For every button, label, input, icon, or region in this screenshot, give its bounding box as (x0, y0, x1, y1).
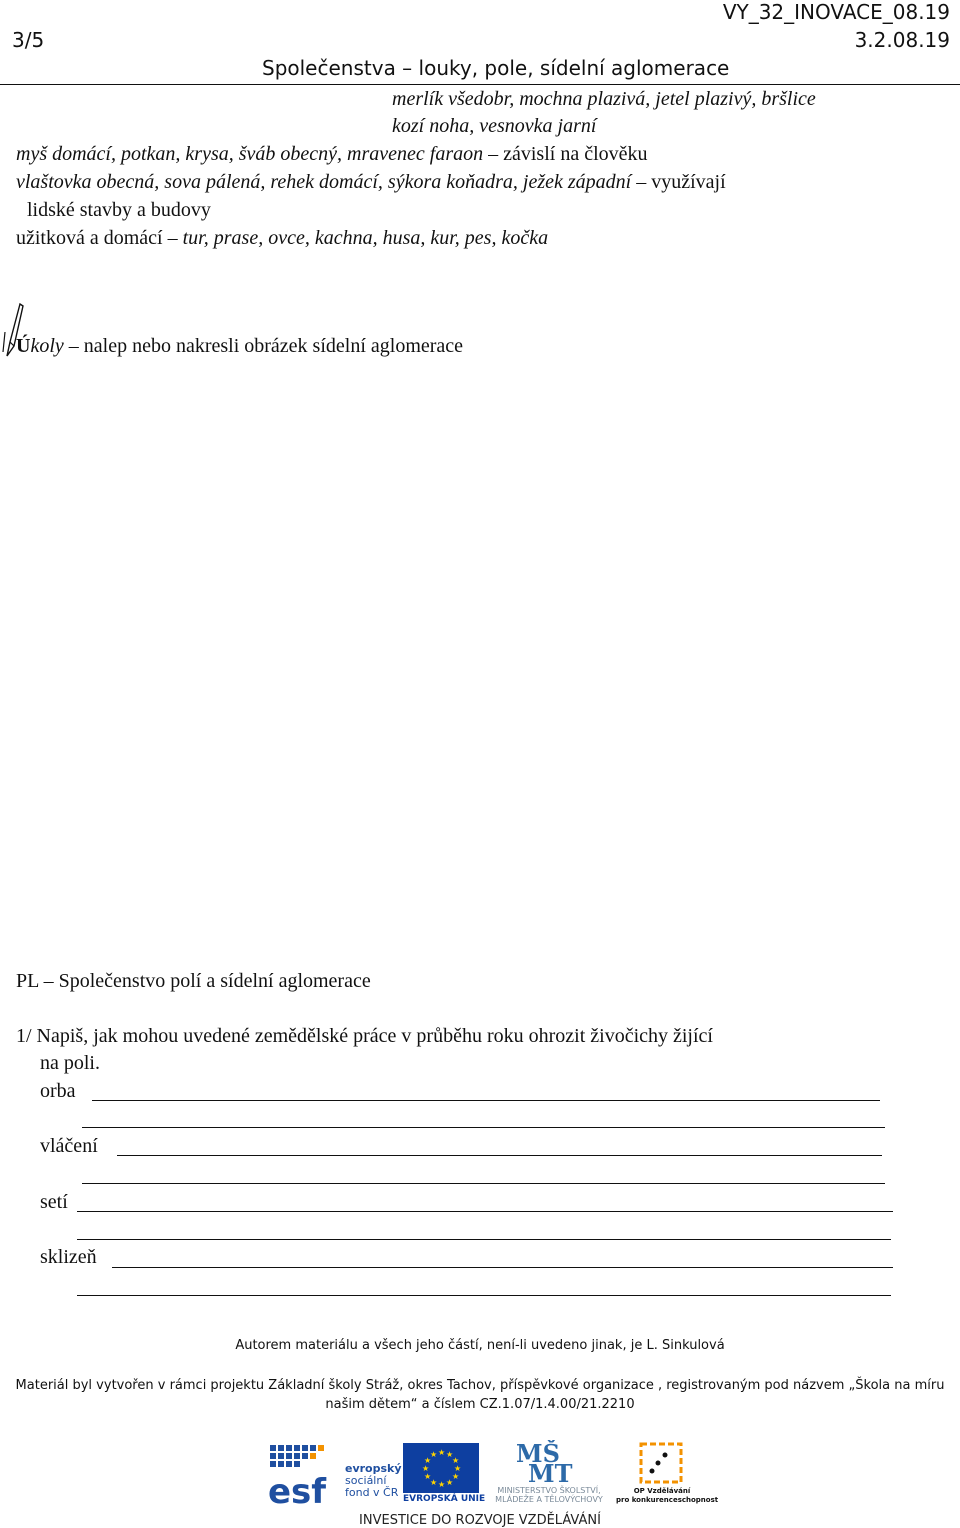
answer-label-vlaceni: vláčení (40, 1135, 98, 1157)
eu-text: EVROPSKÁ UNIE (403, 1494, 486, 1504)
answer-line[interactable] (77, 1211, 893, 1212)
svg-text:★: ★ (438, 1448, 446, 1457)
worksheet-title: PL – Společenstvo polí a sídelní aglomerace (16, 970, 371, 992)
footer-author: Autorem materiálu a všech jeho částí, není-li uvedeno jinak, je L. Sinkulová (235, 1338, 725, 1353)
task-text: – nalep nebo nakresli obrázek sídelní aglomerace (68, 335, 464, 357)
svg-text:★: ★ (430, 1478, 438, 1487)
op-text (616, 1487, 719, 1505)
footer-project-line-2: našim dětem“ a číslem CZ.1.07/1.4.00/21.2210 (325, 1397, 635, 1412)
esf-text (345, 1463, 402, 1499)
footer-project-line-1: Materiál byl vytvořen v rámci projektu Základní školy Stráž, okres Tachov, příspěvkové organizace , registrovaným pod názvem „Škola na míru (15, 1378, 945, 1393)
answer-line[interactable] (82, 1127, 885, 1128)
plants-line-2: kozí noha, vesnovka jarní (392, 115, 597, 137)
esf-text-line: evropský (345, 1462, 402, 1475)
eu-flag-icon (403, 1443, 479, 1493)
msmt-logo (484, 1440, 614, 1506)
esf-text-line: fond v ČR (345, 1486, 399, 1499)
farm-animals-label: užitková a domácí – (16, 227, 178, 249)
answer-line[interactable] (117, 1155, 882, 1156)
answer-label-sklizen: sklizeň (40, 1246, 97, 1268)
answer-line[interactable] (77, 1239, 891, 1240)
birds-description-cont: lidské stavby a budovy (27, 199, 211, 221)
question-line-1: 1/ Napiš, jak mohou uvedené zemědělské práce v průběhu roku ohrozit živočichy žijící (16, 1025, 713, 1047)
plants-line-1: merlík všedobr, mochna plazivá, jetel plazivý, bršlice (392, 88, 816, 110)
svg-text:★: ★ (430, 1450, 438, 1459)
op-mark-icon (638, 1441, 688, 1485)
svg-text:★: ★ (446, 1478, 454, 1487)
answer-line[interactable] (92, 1100, 880, 1101)
lesson-code: 3.2.08.19 (854, 28, 950, 52)
op-text-line: OP Vzdělávání (633, 1487, 691, 1495)
svg-text:★: ★ (452, 1472, 460, 1481)
document-code: VY_32_INOVACE_08.19 (722, 0, 950, 24)
esf-text-line: sociální (345, 1474, 387, 1487)
eu-logo (403, 1443, 486, 1505)
svg-text:★: ★ (446, 1450, 454, 1459)
pests-line (16, 143, 648, 166)
svg-text:MŠ: MŠ (516, 1440, 560, 1468)
msmt-text-line: MLÁDEŽE A TĚLOVÝCHOVY (495, 1495, 603, 1504)
msmt-mark-icon (514, 1440, 584, 1484)
answer-line[interactable] (112, 1267, 893, 1268)
svg-text:★: ★ (452, 1456, 460, 1465)
page-number: 3/5 (12, 28, 45, 52)
farm-animals-line (16, 227, 548, 250)
svg-text:★: ★ (438, 1480, 446, 1489)
answer-label-seti: setí (40, 1191, 68, 1213)
pests-description: – závislí na člověku (488, 143, 648, 165)
birds-line (16, 171, 726, 194)
op-logo (616, 1441, 719, 1507)
answer-label-orba: orba (40, 1080, 76, 1102)
esf-mark-icon (268, 1443, 342, 1505)
answer-line[interactable] (82, 1183, 885, 1184)
svg-text:★: ★ (424, 1456, 432, 1465)
header-title: Společenstva – louky, pole, sídelní aglomerace (262, 56, 730, 80)
esf-logo (268, 1443, 402, 1505)
svg-text:MT: MT (528, 1459, 573, 1484)
msmt-text-line: MINISTERSTVO ŠKOLSTVÍ, (497, 1486, 601, 1495)
farm-animals-species: tur, prase, ovce, kachna, husa, kur, pes, kočka (182, 227, 549, 249)
op-text-line: pro konkurenceschopnost (616, 1496, 719, 1504)
header-rule (0, 84, 960, 85)
pests-species: myš domácí, potkan, krysa, šváb obecný, mravenec faraon (16, 143, 484, 165)
birds-species: vlaštovka obecná, sova pálená, rehek domácí, sýkora koňadra, ježek západní (16, 171, 632, 193)
task-title-initial: Ú (16, 335, 31, 357)
msmt-text (484, 1486, 614, 1504)
answer-line[interactable] (77, 1295, 891, 1296)
birds-description: – využívají (636, 171, 726, 193)
svg-text:★: ★ (424, 1472, 432, 1481)
logos-slogan: INVESTICE DO ROZVOJE VZDĚLÁVÁNÍ (359, 1513, 601, 1528)
task-line (16, 335, 463, 358)
svg-text:★: ★ (422, 1464, 430, 1473)
svg-text:esf: esf (268, 1472, 327, 1505)
task-title-rest: koly (30, 335, 64, 357)
question-line-2: na poli. (40, 1052, 100, 1074)
svg-text:★: ★ (454, 1464, 462, 1473)
